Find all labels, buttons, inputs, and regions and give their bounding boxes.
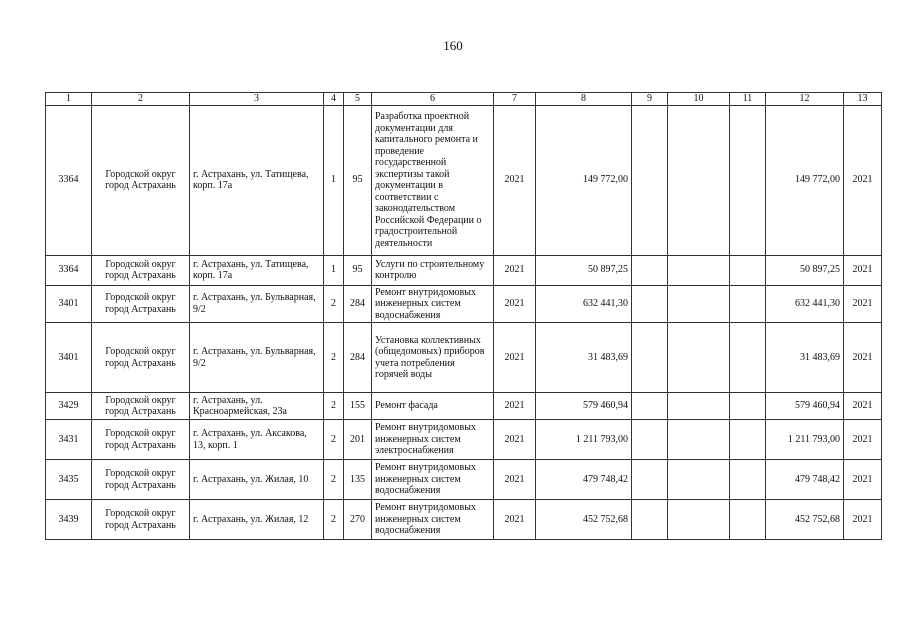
municipality-cell: Городской округ город Астрахань (92, 460, 190, 500)
year13-cell: 2021 (844, 460, 882, 500)
cost-cell: 1 211 793,00 (536, 420, 632, 460)
col4-cell: 2 (324, 285, 344, 323)
year-cell: 2021 (494, 105, 536, 255)
year-cell: 2021 (494, 500, 536, 540)
col11-cell (730, 393, 766, 420)
column-number-row (46, 93, 882, 106)
header-cell: 6 (372, 93, 494, 106)
municipality-cell: Городской округ город Астрахань (92, 500, 190, 540)
work-type-cell: Установка коллективных (общедомовых) приборов учета потребления горячей воды (372, 323, 494, 393)
table-row (46, 500, 882, 540)
year-cell: 2021 (494, 393, 536, 420)
col5-cell: 284 (344, 323, 372, 393)
address-cell: г. Астрахань, ул. Бульварная, 9/2 (190, 323, 324, 393)
year13-cell: 2021 (844, 105, 882, 255)
cost-cell: 579 460,94 (536, 393, 632, 420)
cost-cell: 479 748,42 (536, 460, 632, 500)
year13-cell: 2021 (844, 500, 882, 540)
address-cell: г. Астрахань, ул. Бульварная, 9/2 (190, 285, 324, 323)
municipality-cell: Городской округ город Астрахань (92, 420, 190, 460)
col10-cell (668, 285, 730, 323)
col10-cell (668, 393, 730, 420)
col9-cell (632, 105, 668, 255)
municipality-cell: Городской округ город Астрахань (92, 323, 190, 393)
year-cell: 2021 (494, 323, 536, 393)
col5-cell: 201 (344, 420, 372, 460)
table-row (46, 460, 882, 500)
year-cell: 2021 (494, 460, 536, 500)
row-id-cell: 3364 (46, 255, 92, 285)
col10-cell (668, 460, 730, 500)
row-id-cell: 3401 (46, 285, 92, 323)
work-type-cell: Ремонт внутридомовых инженерных систем водоснабжения (372, 460, 494, 500)
row-id-cell: 3435 (46, 460, 92, 500)
cost12-cell: 632 441,30 (766, 285, 844, 323)
municipality-cell: Городской округ город Астрахань (92, 105, 190, 255)
address-cell: г. Астрахань, ул. Жилая, 10 (190, 460, 324, 500)
address-cell: г. Астрахань, ул. Татищева, корп. 17а (190, 105, 324, 255)
col4-cell: 2 (324, 323, 344, 393)
table-row (46, 105, 882, 255)
col9-cell (632, 323, 668, 393)
cost12-cell: 1 211 793,00 (766, 420, 844, 460)
cost12-cell: 31 483,69 (766, 323, 844, 393)
col11-cell (730, 105, 766, 255)
col10-cell (668, 323, 730, 393)
cost12-cell: 479 748,42 (766, 460, 844, 500)
work-type-cell: Ремонт внутридомовых инженерных систем электроснабжения (372, 420, 494, 460)
cost-cell: 452 752,68 (536, 500, 632, 540)
col4-cell: 1 (324, 255, 344, 285)
year-cell: 2021 (494, 420, 536, 460)
year-cell: 2021 (494, 285, 536, 323)
cost12-cell: 149 772,00 (766, 105, 844, 255)
municipality-cell: Городской округ город Астрахань (92, 255, 190, 285)
year13-cell: 2021 (844, 285, 882, 323)
col4-cell: 2 (324, 393, 344, 420)
col11-cell (730, 255, 766, 285)
year13-cell: 2021 (844, 323, 882, 393)
col9-cell (632, 420, 668, 460)
col10-cell (668, 500, 730, 540)
col10-cell (668, 105, 730, 255)
table-row (46, 323, 882, 393)
table-row (46, 255, 882, 285)
row-id-cell: 3429 (46, 393, 92, 420)
col11-cell (730, 285, 766, 323)
year13-cell: 2021 (844, 255, 882, 285)
col5-cell: 284 (344, 285, 372, 323)
col9-cell (632, 255, 668, 285)
col4-cell: 2 (324, 500, 344, 540)
header-cell: 12 (766, 93, 844, 106)
table-row (46, 393, 882, 420)
header-cell: 5 (344, 93, 372, 106)
work-type-cell: Ремонт внутридомовых инженерных систем водоснабжения (372, 285, 494, 323)
row-id-cell: 3401 (46, 323, 92, 393)
header-cell: 7 (494, 93, 536, 106)
col9-cell (632, 285, 668, 323)
work-type-cell: Ремонт фасада (372, 393, 494, 420)
municipality-cell: Городской округ город Астрахань (92, 285, 190, 323)
col10-cell (668, 420, 730, 460)
cost-cell: 149 772,00 (536, 105, 632, 255)
col10-cell (668, 255, 730, 285)
col11-cell (730, 323, 766, 393)
col11-cell (730, 460, 766, 500)
col11-cell (730, 420, 766, 460)
capital-repair-table (45, 92, 882, 540)
address-cell: г. Астрахань, ул. Татищева, корп. 17а (190, 255, 324, 285)
cost12-cell: 579 460,94 (766, 393, 844, 420)
header-cell: 1 (46, 93, 92, 106)
col9-cell (632, 500, 668, 540)
header-cell: 9 (632, 93, 668, 106)
col4-cell: 2 (324, 420, 344, 460)
row-id-cell: 3431 (46, 420, 92, 460)
col5-cell: 95 (344, 105, 372, 255)
cost12-cell: 452 752,68 (766, 500, 844, 540)
cost-cell: 632 441,30 (536, 285, 632, 323)
cost-cell: 31 483,69 (536, 323, 632, 393)
table-row (46, 420, 882, 460)
address-cell: г. Астрахань, ул. Красноармейская, 23а (190, 393, 324, 420)
cost-cell: 50 897,25 (536, 255, 632, 285)
work-type-cell: Разработка проектной документации для капитального ремонта и проведение государственной экспертизы такой документации в соответствии с законодательством Российской Федерации о градостроительной деятельности (372, 105, 494, 255)
header-cell: 4 (324, 93, 344, 106)
header-cell: 2 (92, 93, 190, 106)
row-id-cell: 3439 (46, 500, 92, 540)
col9-cell (632, 393, 668, 420)
header-cell: 13 (844, 93, 882, 106)
col9-cell (632, 460, 668, 500)
col5-cell: 135 (344, 460, 372, 500)
header-cell: 10 (668, 93, 730, 106)
year13-cell: 2021 (844, 393, 882, 420)
table-body (46, 93, 882, 540)
municipality-cell: Городской округ город Астрахань (92, 393, 190, 420)
work-type-cell: Услуги по строительному контролю (372, 255, 494, 285)
col5-cell: 270 (344, 500, 372, 540)
col4-cell: 1 (324, 105, 344, 255)
header-cell: 11 (730, 93, 766, 106)
year13-cell: 2021 (844, 420, 882, 460)
work-type-cell: Ремонт внутридомовых инженерных систем водоснабжения (372, 500, 494, 540)
header-cell: 3 (190, 93, 324, 106)
page-number: 160 (443, 38, 463, 53)
address-cell: г. Астрахань, ул. Жилая, 12 (190, 500, 324, 540)
col5-cell: 155 (344, 393, 372, 420)
header-cell: 8 (536, 93, 632, 106)
address-cell: г. Астрахань, ул. Аксакова, 13, корп. 1 (190, 420, 324, 460)
col5-cell: 95 (344, 255, 372, 285)
row-id-cell: 3364 (46, 105, 92, 255)
col4-cell: 2 (324, 460, 344, 500)
col11-cell (730, 500, 766, 540)
table-row (46, 285, 882, 323)
year-cell: 2021 (494, 255, 536, 285)
cost12-cell: 50 897,25 (766, 255, 844, 285)
